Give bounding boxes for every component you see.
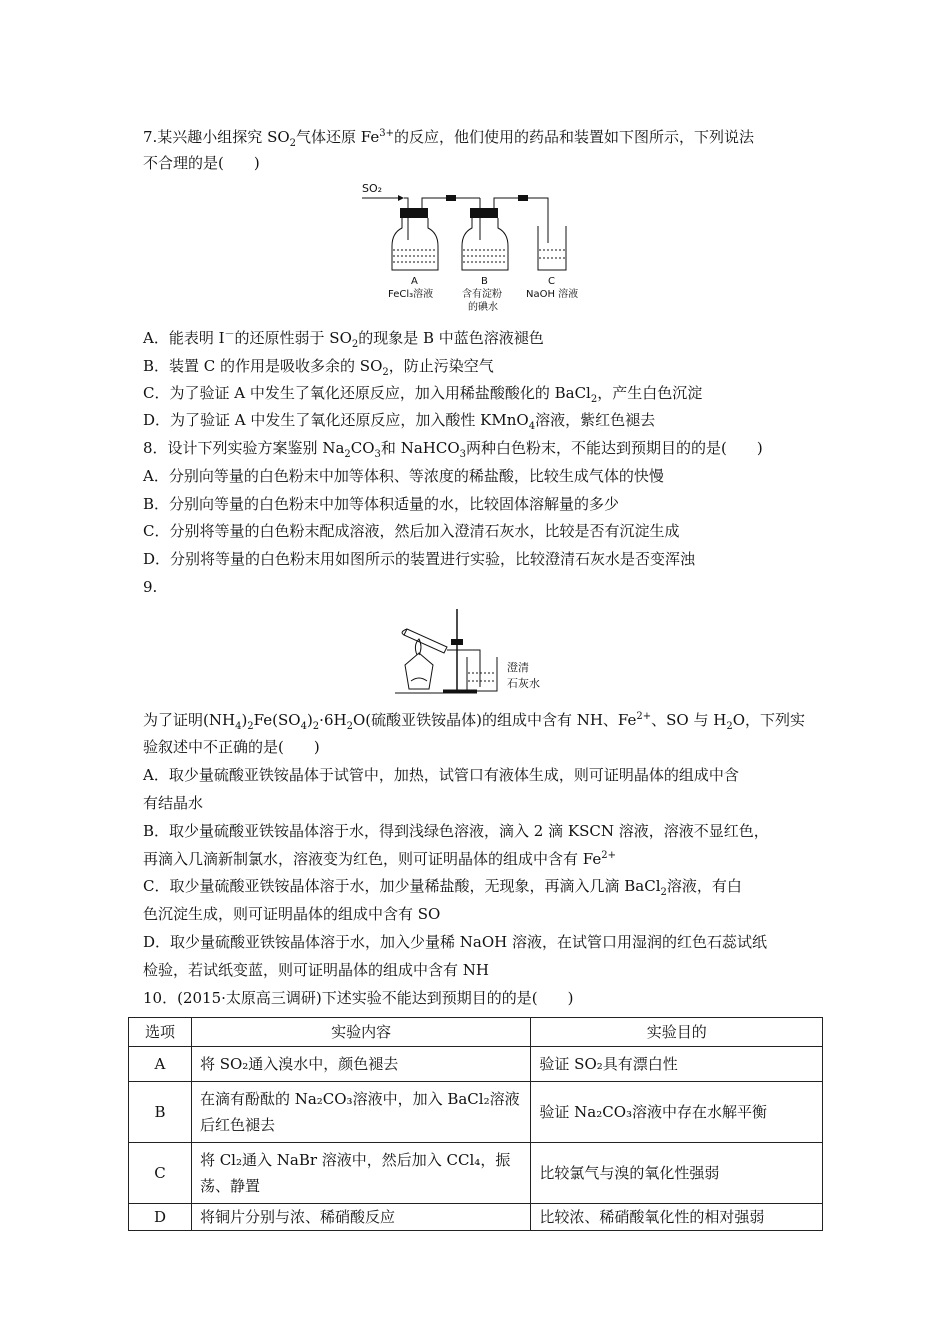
row-content: 将 SO₂通入溴水中，颜色褪去 (191, 1047, 530, 1082)
row-purpose: 比较氯气与溴的氧化性强弱 (531, 1143, 823, 1204)
q9-option-a-line1: A．取少量硫酸亚铁铵晶体于试管中，加热，试管口有液体生成，则可证明晶体的组成中含 (143, 766, 739, 784)
row-purpose: 验证 SO₂具有漂白性 (531, 1047, 823, 1082)
bottle-b-letter: B (481, 276, 488, 287)
q8-option-c: C．分别将等量的白色粉末配成溶液，然后加入澄清石灰水，比较是否有沉淀生成 (143, 522, 680, 540)
q8-option-a: A．分别向等量的白色粉末中加等体积、等浓度的稀盐酸，比较生成气体的快慢 (143, 467, 664, 485)
header-option: 选项 (129, 1018, 192, 1047)
table-row (129, 1082, 823, 1143)
table-row (129, 1143, 823, 1204)
limewater-label-1: 澄清 (507, 661, 529, 674)
q10-table (128, 1017, 823, 1231)
table-row (129, 1047, 823, 1082)
q8-option-d: D．分别将等量的白色粉末用如图所示的装置进行实验，比较澄清石灰水是否变浑浊 (143, 550, 696, 568)
q9-option-c-line1: C．取少量硫酸亚铁铵晶体溶于水，加少量稀盐酸，无现象，再滴入几滴 BaCl$_2$溶液，有白 (143, 877, 742, 898)
row-purpose: 验证 Na₂CO₃溶液中存在水解平衡 (531, 1082, 823, 1143)
q7-apparatus-figure (360, 178, 595, 318)
row-option: D (129, 1204, 192, 1231)
q9-number: 9. (143, 578, 158, 596)
q9-option-d-line2: 检验，若试纸变蓝，则可证明晶体的组成中含有 NH (143, 961, 489, 979)
bottle-b-label-2: 的碘水 (468, 302, 498, 313)
limewater-label-2: 石灰水 (507, 677, 540, 690)
q7-option-c: C．为了验证 A 中发生了氧化还原反应，加入用稀盐酸酸化的 BaCl$_2$，产生白色沉淀 (143, 384, 703, 405)
row-option: A (129, 1047, 192, 1082)
q9-stem-line1: 为了证明$(NH_4)_2Fe(SO_4)_2\cdot 6H_2O$(硫酸亚铁铵晶体)的组成中含有 NH、$Fe^{2+}$、SO 与 $H_2O$，下列实 (143, 711, 806, 732)
row-content: 将铜片分别与浓、稀硝酸反应 (191, 1204, 530, 1231)
q9-apparatus-figure (385, 605, 560, 700)
q9-option-c-line2: 色沉淀生成，则可证明晶体的组成中含有 SO (143, 905, 441, 923)
row-purpose: 比较浓、稀硝酸氧化性的相对强弱 (531, 1204, 823, 1231)
q7-option-a: A．能表明 I－的还原性弱于 $SO_2$的现象是 B 中蓝色溶液褪色 (143, 329, 544, 350)
q8-option-b: B．分别向等量的白色粉末中加等体积适量的水，比较固体溶解量的多少 (143, 495, 620, 513)
q7-stem-line1: 7.某兴趣小组探究 $SO_2$气体还原 $Fe^{3+}$的反应，他们使用的药品和装置如下图所示，下列说法 (143, 128, 755, 149)
q9-stem-line2: 验叙述中不正确的是( ) (143, 738, 320, 756)
row-option: C (129, 1143, 192, 1204)
q10-stem: 10．(2015·太原高三调研)下述实验不能达到预期目的的是( ) (143, 989, 574, 1007)
table-header-row (129, 1018, 823, 1047)
bottle-b-label-1: 含有淀粉 (462, 289, 502, 300)
header-purpose: 实验目的 (531, 1018, 823, 1047)
q7-stem-line2: 不合理的是( ) (143, 154, 260, 172)
row-option: B (129, 1082, 192, 1143)
beaker-c-letter: C (548, 276, 555, 287)
q8-stem: 8．设计下列实验方案鉴别 $Na_2CO_3$和 NaHCO$_3$两种白色粉末，不能达到预期目的的是( ) (143, 439, 763, 460)
q9-option-a-line2: 有结晶水 (143, 794, 204, 812)
table-row (129, 1204, 823, 1231)
q7-option-b: B．装置 C 的作用是吸收多余的 $SO_2$，防止污染空气 (143, 357, 494, 378)
q9-option-d-line1: D．取少量硫酸亚铁铵晶体溶于水，加入少量稀 NaOH 溶液，在试管口用湿润的红色石蕊试纸 (143, 933, 768, 951)
beaker-c-label: NaOH 溶液 (526, 289, 579, 300)
q9-option-b-line1: B．取少量硫酸亚铁铵晶体溶于水，得到浅绿色溶液，滴入 2 滴 KSCN 溶液，溶液不显红色， (143, 822, 769, 840)
q7-option-d: D．为了验证 A 中发生了氧化还原反应，加入酸性 KMnO$_4$溶液，紫红色褪去 (143, 411, 656, 432)
q9-option-b-line2: 再滴入几滴新制氯水，溶液变为红色，则可证明晶体的组成中含有 $Fe^{2+}$ (143, 850, 616, 868)
bottle-a-letter: A (411, 276, 418, 287)
row-content: 在滴有酚酞的 Na₂CO₃溶液中，加入 BaCl₂溶液后红色褪去 (191, 1082, 530, 1143)
header-content: 实验内容 (191, 1018, 530, 1047)
so2-gas-label: SO₂ (362, 182, 383, 195)
bottle-a-label: FeCl₃溶液 (388, 289, 434, 300)
row-content: 将 Cl₂通入 NaBr 溶液中，然后加入 CCl₄，振荡、静置 (191, 1143, 530, 1204)
